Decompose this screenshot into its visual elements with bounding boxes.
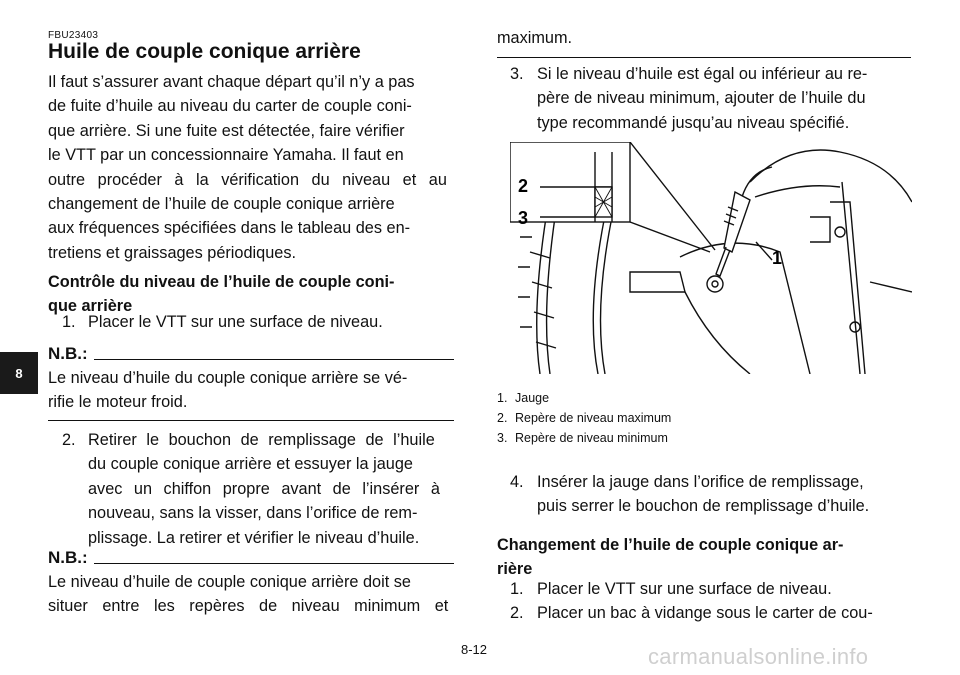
step-number: 3. <box>510 65 524 83</box>
step-number: 2. <box>510 604 524 622</box>
step-text: type recommandé jusqu’au niveau spécifié. <box>537 113 850 132</box>
chapter-tab: 8 <box>0 352 38 394</box>
note-line: Le niveau d’huile du couple conique arrière se vé- <box>48 369 408 387</box>
dipstick-illustration <box>510 142 912 374</box>
step-text: Placer le VTT sur une surface de niveau. <box>537 580 832 598</box>
intro-line: tretiens et graissages périodiques. <box>48 243 296 262</box>
check-step-2 <box>62 428 454 552</box>
change-heading <box>497 533 911 582</box>
note-1-text <box>48 366 454 415</box>
check-step-3 <box>510 62 911 138</box>
step-number: 1. <box>510 580 524 598</box>
check-heading-line: que arrière <box>48 297 133 316</box>
step-number: 1. <box>62 313 76 331</box>
note-line: rifie le moteur froid. <box>48 393 188 412</box>
step-number: 2. <box>62 431 76 449</box>
label-1: 1 <box>772 248 783 268</box>
check-heading-line: Contrôle du niveau de l’huile de couple coni- <box>48 273 395 291</box>
note-line: Le niveau d’huile de couple conique arrière doit se <box>48 573 411 591</box>
intro-line: changement de l’huile de couple conique arrière <box>48 194 395 213</box>
intro-line: que arrière. Si une fuite est détectée, faire vérifier <box>48 121 405 140</box>
step-text: Placer le VTT sur une surface de niveau. <box>88 313 383 331</box>
step-text: Placer un bac à vidange sous le carter de cou- <box>537 604 873 622</box>
continued-text <box>497 26 911 50</box>
page-number: 8-12 <box>461 642 488 657</box>
intro-line: de fuite d’huile au niveau du carter de couple coni- <box>48 97 412 116</box>
step-text: nouveau, sans la visser, dans l’orifice de rem- <box>88 504 418 523</box>
caption-3: 3. Repère de niveau minimum <box>497 431 668 445</box>
intro-line: outre procéder à la vérification du niveau et au <box>48 170 447 189</box>
step-text: Si le niveau d’huile est égal ou inférieur au re- <box>537 65 868 83</box>
intro-line: le VTT par un concessionnaire Yamaha. Il faut en <box>48 146 404 165</box>
intro-line: aux fréquences spécifiées dans le tableau des en- <box>48 219 411 238</box>
step-text: père de niveau minimum, ajouter de l’huile du <box>537 89 866 108</box>
label-2: 2 <box>518 176 529 196</box>
note-2-text <box>48 570 454 619</box>
step-text: plissage. La retirer et vérifier le niveau d’huile. <box>88 528 420 547</box>
note-divider <box>48 420 454 421</box>
intro-line: Il faut s’assurer avant chaque départ qu’il n’y a pas <box>48 73 415 91</box>
watermark: carmanualsonline.info <box>648 644 869 669</box>
note-label: N.B.: <box>48 344 88 363</box>
step-text: du couple conique arrière et essuyer la jauge <box>88 455 413 474</box>
note-line: situer entre les repères de niveau minimum et <box>48 597 449 616</box>
step-number: 4. <box>510 473 524 491</box>
caption-2: 2. Repère de niveau maximum <box>497 411 672 425</box>
section-code: FBU23403 <box>48 30 99 41</box>
step-text: puis serrer le bouchon de remplissage d’huile. <box>537 497 870 516</box>
note-end-divider <box>497 57 911 58</box>
note-box-2 <box>48 546 454 568</box>
note-label: N.B.: <box>48 548 88 567</box>
step-text: avec un chiffon propre avant de l’insérer à <box>88 479 440 498</box>
step-text: Insérer la jauge dans l’orifice de remplissage, <box>537 473 864 491</box>
note-box-1 <box>48 342 454 364</box>
section-title: Huile de couple conique arrière <box>48 40 361 63</box>
step-text: Retirer le bouchon de remplissage de l’huile <box>88 431 435 449</box>
caption-1: 1. Jauge <box>497 391 550 405</box>
intro-paragraph <box>48 70 454 265</box>
label-3: 3 <box>518 208 529 228</box>
change-heading-line: Changement de l’huile de couple conique ar- <box>497 536 844 554</box>
change-heading-line: rière <box>497 560 533 579</box>
check-step-4 <box>510 470 911 522</box>
continued-line: maximum. <box>497 29 573 47</box>
